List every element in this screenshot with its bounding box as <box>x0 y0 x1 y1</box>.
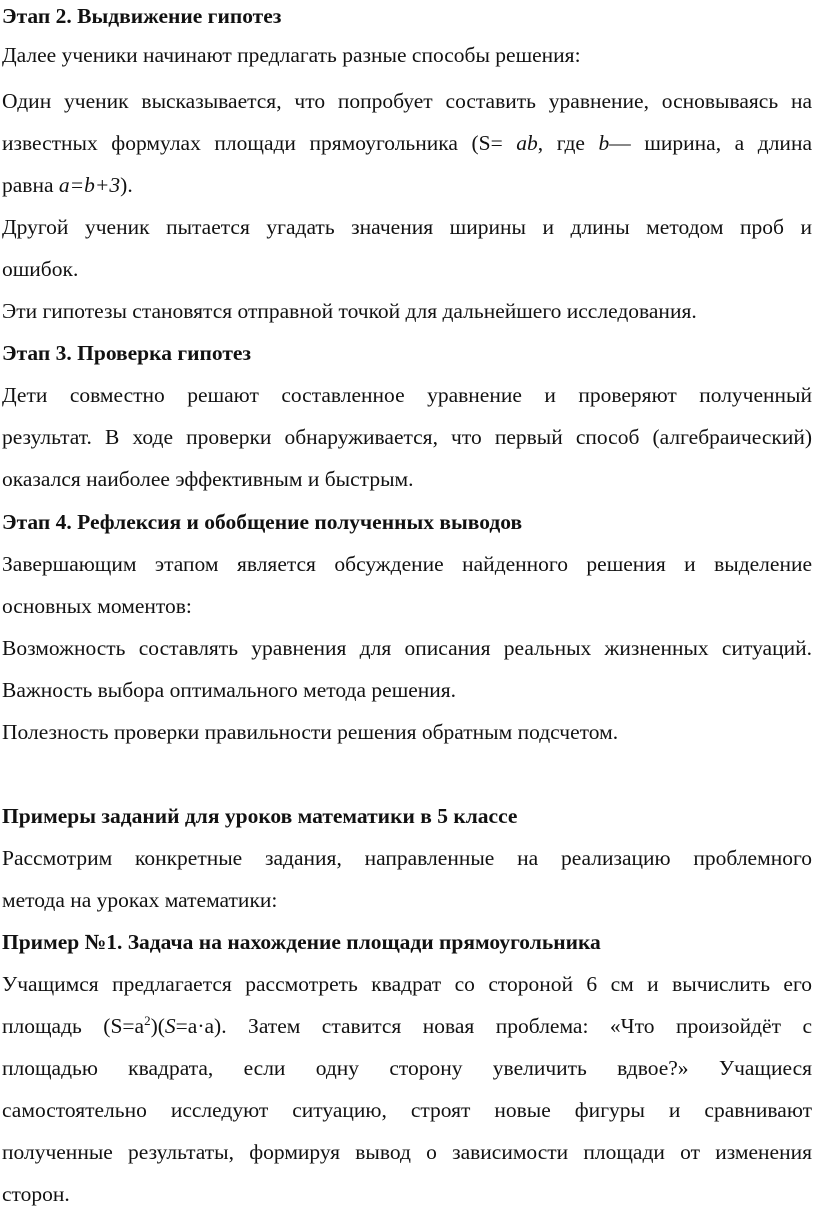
formula-length: a=b+3 <box>58 173 121 197</box>
stage2-paragraph2-line2: ошибок. <box>2 257 79 281</box>
examples-heading: Примеры заданий для уроков математики в 5 классе <box>2 804 518 828</box>
example1-heading: Пример №1. Задача на нахождение площади прямоугольника <box>2 930 601 954</box>
example1-line1: Учащимся предлагается рассмотреть квадрат со стороной 6 см и вычислить его <box>2 972 812 996</box>
formula-var-b: b <box>598 131 610 155</box>
stage2-paragraph1-line1: Один ученик высказывается, что попробует составить уравнение, основываясь на <box>2 89 812 113</box>
stage2-heading: Этап 2. Выдвижение гипотез <box>2 4 282 28</box>
superscript-2: 2 <box>144 1013 151 1028</box>
example1-line6: сторон. <box>2 1182 70 1206</box>
stage2-paragraph2-line1: Другой ученик пытается угадать значения ширины и длины методом проб и <box>2 215 812 239</box>
stage2-paragraph3: Эти гипотезы становятся отправной точкой для дальнейшего исследования. <box>2 299 697 323</box>
stage3-line1: Дети совместно решают составленное уравнение и проверяют полученный <box>2 383 812 407</box>
example1-line5: полученные результаты, формируя вывод о зависимости площади от изменения <box>2 1140 812 1164</box>
example1-line4: самостоятельно исследуют ситуацию, строят новые фигуры и сравнивают <box>2 1098 812 1122</box>
stage3-line2: результат. В ходе проверки обнаруживается, что первый способ (алгебраический) <box>2 425 812 449</box>
stage4-item3: Полезность проверки правильности решения обратным подсчетом. <box>2 720 619 744</box>
example1-line3: площадью квадрата, если одну сторону увеличить вдвое?» Учащиеся <box>2 1056 812 1080</box>
stage2-intro: Далее ученики начинают предлагать разные способы решения: <box>2 43 581 67</box>
stage4-line2: основных моментов: <box>2 594 192 618</box>
stage4-item1: Возможность составлять уравнения для описания реальных жизненных ситуаций. <box>2 636 812 660</box>
stage4-heading: Этап 4. Рефлексия и обобщение полученных выводов <box>2 510 523 534</box>
stage4-line1: Завершающим этапом является обсуждение найденного решения и выделение <box>2 552 812 576</box>
stage4-item2: Важность выбора оптимального метода решения. <box>2 678 457 702</box>
examples-line1: Рассмотрим конкретные задания, направленные на реализацию проблемного <box>2 846 812 870</box>
stage3-line3: оказался наиболее эффективным и быстрым. <box>2 467 414 491</box>
stage3-heading: Этап 3. Проверка гипотез <box>2 341 252 365</box>
formula-var-s: S <box>164 1014 176 1038</box>
example1-line2: площадь $(S=a^2)(S=a\cdot a)$. Затем ставится новая проблема: «Что произойдёт с <box>2 1013 812 1038</box>
stage2-paragraph1-line2: известных формулах площади прямоугольника (S= ab, где b— ширина, а длина <box>2 131 812 155</box>
stage2-paragraph1-line3: равна a=b+3). <box>2 173 133 197</box>
formula-var-ab: ab <box>516 131 538 155</box>
examples-line2: метода на уроках математики: <box>2 888 278 912</box>
